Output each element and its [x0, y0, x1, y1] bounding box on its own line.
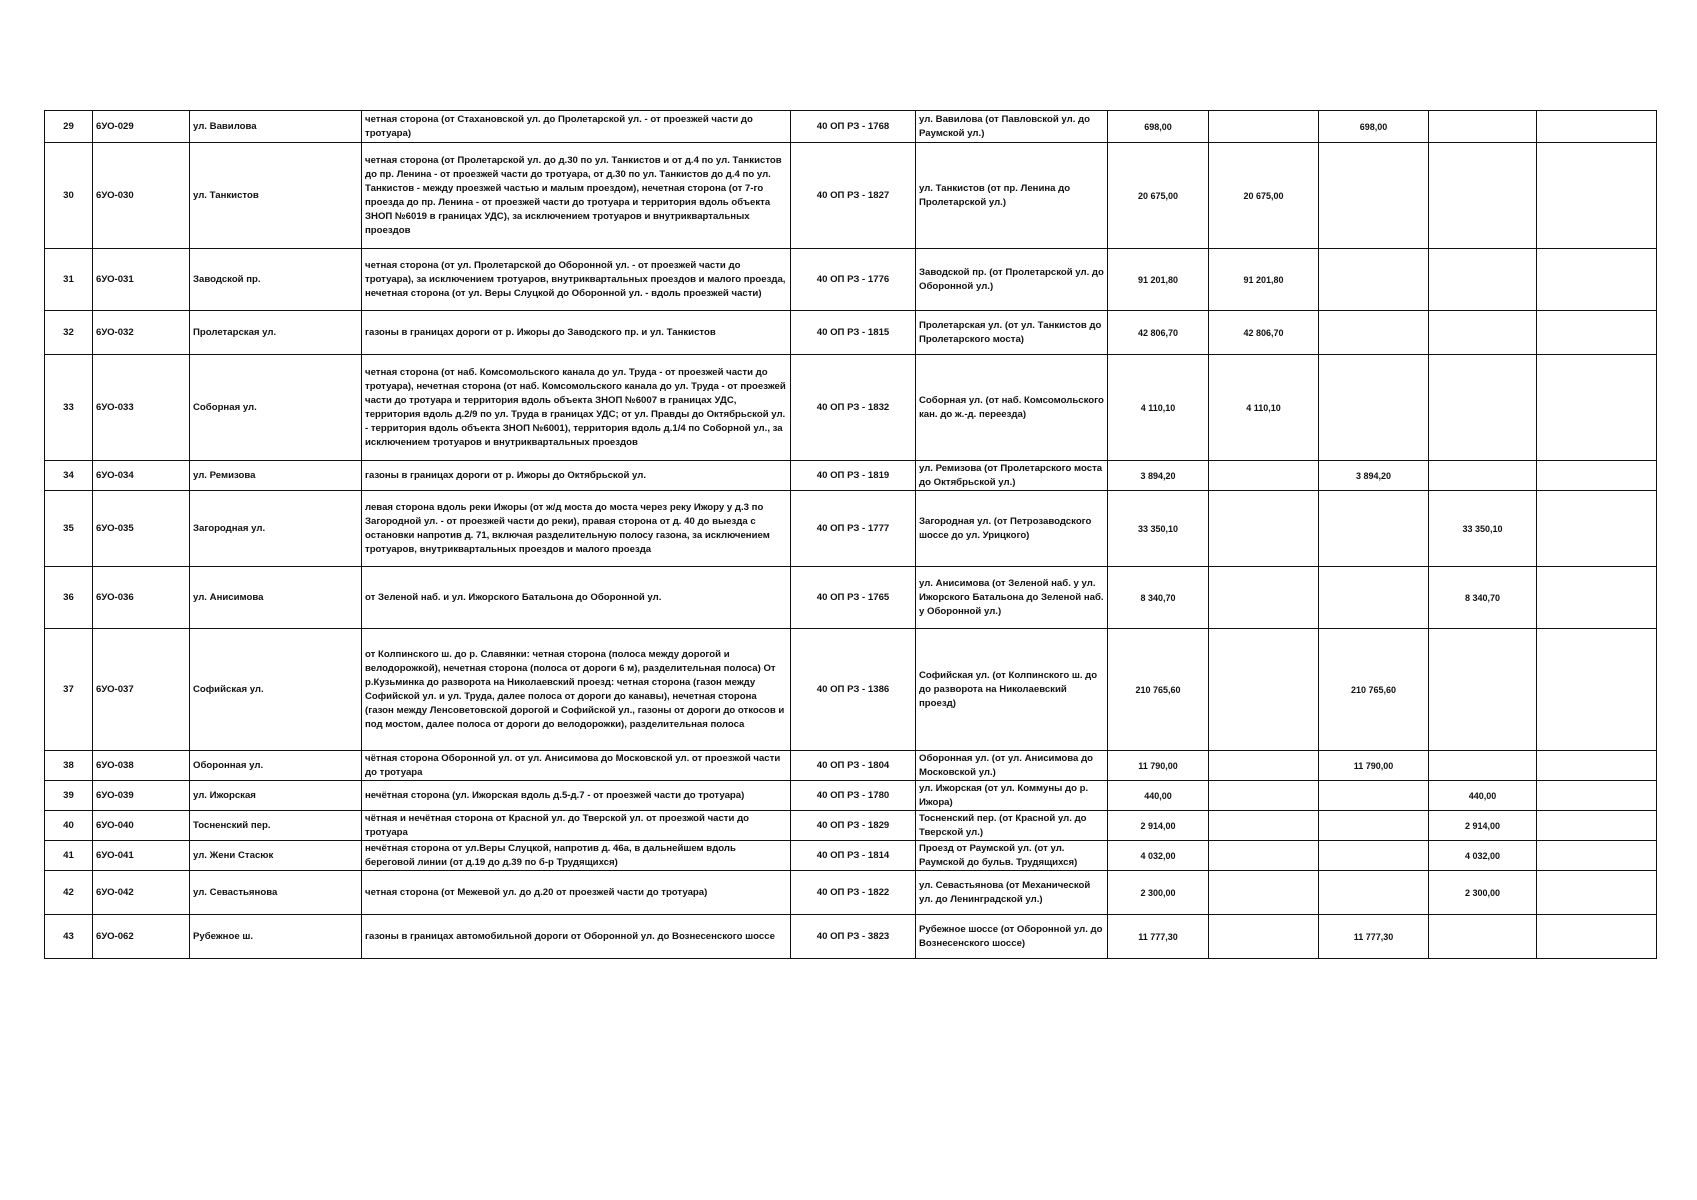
road-registry-number: 40 ОП РЗ - 1822	[791, 871, 916, 915]
area-col-2: 210 765,60	[1319, 629, 1429, 751]
area-col-3: 2 300,00	[1429, 871, 1537, 915]
table-row	[45, 111, 1657, 143]
road-registry-number: 40 ОП РЗ - 1832	[791, 355, 916, 461]
street-name: Загородная ул.	[190, 491, 362, 567]
row-number: 37	[45, 629, 93, 751]
area-col-3: 33 350,10	[1429, 491, 1537, 567]
total-area: 33 350,10	[1108, 491, 1209, 567]
area-col-4	[1537, 249, 1657, 311]
row-number: 42	[45, 871, 93, 915]
road-name: Оборонная ул. (от ул. Анисимова до Московской ул.)	[916, 751, 1108, 781]
total-area: 11 790,00	[1108, 751, 1209, 781]
area-description: четная сторона (от наб. Комсомольского канала до ул. Труда - от проезжей части до тротуара), нечетная сторона (от наб. Комсомольского канала до ул. Труда - от проезжей части до тротуара и территория вдоль объекта ЗНОП №6007 в границах УДС, территория вдоль д.2/9 по ул. Труда в границах УДС; от ул. Правды до Октябрьской ул. - территория вдоль объекта ЗНОП №6001), территория вдоль д.1/4 по Соборной ул., за исключением тротуаров и внутриквартальных проездов	[362, 355, 791, 461]
road-registry-number: 40 ОП РЗ - 1765	[791, 567, 916, 629]
table-row	[45, 461, 1657, 491]
object-code: 6УО-062	[93, 915, 190, 959]
row-number: 31	[45, 249, 93, 311]
area-col-1	[1209, 915, 1319, 959]
area-col-4	[1537, 629, 1657, 751]
road-name: ул. Анисимова (от Зеленой наб. у ул. Ижорского Батальона до Зеленой наб. у Оборонной ул.)	[916, 567, 1108, 629]
area-description: четная сторона (от Стахановской ул. до Пролетарской ул. - от проезжей части до тротуара)	[362, 111, 791, 143]
table-row	[45, 311, 1657, 355]
total-area: 210 765,60	[1108, 629, 1209, 751]
row-number: 29	[45, 111, 93, 143]
area-col-4	[1537, 811, 1657, 841]
object-code: 6УО-033	[93, 355, 190, 461]
street-name: ул. Анисимова	[190, 567, 362, 629]
area-col-4	[1537, 111, 1657, 143]
area-description: левая сторона вдоль реки Ижоры (от ж/д моста до моста через реку Ижору у д.3 по Загородной ул. - от проезжей части до реки), правая сторона от д. 40 до выезда с остановки напротив д. 71, включая разделительную полосу газона, за исключением тротуаров, внутриквартальных проездов и малого проезда	[362, 491, 791, 567]
total-area: 2 914,00	[1108, 811, 1209, 841]
row-number: 32	[45, 311, 93, 355]
area-col-1	[1209, 781, 1319, 811]
street-name: ул. Ижорская	[190, 781, 362, 811]
area-col-1: 91 201,80	[1209, 249, 1319, 311]
table-row	[45, 567, 1657, 629]
object-code: 6УО-031	[93, 249, 190, 311]
street-name: Софийская ул.	[190, 629, 362, 751]
area-col-4	[1537, 781, 1657, 811]
object-code: 6УО-029	[93, 111, 190, 143]
area-col-3: 8 340,70	[1429, 567, 1537, 629]
road-name: ул. Танкистов (от пр. Ленина до Пролетарской ул.)	[916, 143, 1108, 249]
area-col-2	[1319, 841, 1429, 871]
area-col-3	[1429, 915, 1537, 959]
area-col-1	[1209, 871, 1319, 915]
area-col-2	[1319, 871, 1429, 915]
street-name: Оборонная ул.	[190, 751, 362, 781]
area-col-4	[1537, 311, 1657, 355]
area-col-1: 42 806,70	[1209, 311, 1319, 355]
street-name: Рубежное ш.	[190, 915, 362, 959]
area-col-2	[1319, 249, 1429, 311]
road-registry-number: 40 ОП РЗ - 1776	[791, 249, 916, 311]
object-code: 6УО-032	[93, 311, 190, 355]
total-area: 4 110,10	[1108, 355, 1209, 461]
road-registry-number: 40 ОП РЗ - 1804	[791, 751, 916, 781]
area-col-1	[1209, 461, 1319, 491]
object-code: 6УО-041	[93, 841, 190, 871]
street-name: ул. Танкистов	[190, 143, 362, 249]
total-area: 2 300,00	[1108, 871, 1209, 915]
area-description: от Колпинского ш. до р. Славянки: четная сторона (полоса между дорогой и велодорожкой), нечетная сторона (полоса от дороги 6 м), разделительная полоса) От р.Кузьминка до разворота на Николаевский проезд: четная сторона (газон между Софийской ул. и ул. Труда, далее полоса от дороги до канавы), нечетная сторона (газон между Ленсоветовской дорогой и Софийской ул., газоны от дороги до откосов и под мостом, далее полоса от дороги до велодорожки), разделительная полоса	[362, 629, 791, 751]
area-col-2: 3 894,20	[1319, 461, 1429, 491]
total-area: 20 675,00	[1108, 143, 1209, 249]
area-col-3	[1429, 751, 1537, 781]
road-name: ул. Вавилова (от Павловской ул. до Раумской ул.)	[916, 111, 1108, 143]
table-row	[45, 871, 1657, 915]
total-area: 3 894,20	[1108, 461, 1209, 491]
road-name: Пролетарская ул. (от ул. Танкистов до Пролетарского моста)	[916, 311, 1108, 355]
area-col-2	[1319, 355, 1429, 461]
area-col-4	[1537, 461, 1657, 491]
area-col-1	[1209, 111, 1319, 143]
road-registry-number: 40 ОП РЗ - 1819	[791, 461, 916, 491]
area-col-2	[1319, 811, 1429, 841]
row-number: 39	[45, 781, 93, 811]
object-code: 6УО-034	[93, 461, 190, 491]
area-col-3	[1429, 311, 1537, 355]
area-description: нечётная сторона от ул.Веры Слуцкой, напротив д. 46а, в дальнейшем вдоль береговой линии (от д.19 до д.39 по б-р Трудящихся)	[362, 841, 791, 871]
row-number: 34	[45, 461, 93, 491]
area-col-3	[1429, 111, 1537, 143]
total-area: 440,00	[1108, 781, 1209, 811]
area-col-2	[1319, 311, 1429, 355]
row-number: 36	[45, 567, 93, 629]
area-col-2	[1319, 781, 1429, 811]
row-number: 33	[45, 355, 93, 461]
road-name: Рубежное шоссе (от Оборонной ул. до Вознесенского шоссе)	[916, 915, 1108, 959]
road-name: ул. Севастьянова (от Механической ул. до Ленинградской ул.)	[916, 871, 1108, 915]
road-name: ул. Ижорская (от ул. Коммуны до р. Ижора)	[916, 781, 1108, 811]
road-name: Софийская ул. (от Колпинского ш. до до разворота на Николаевский проезд)	[916, 629, 1108, 751]
object-code: 6УО-037	[93, 629, 190, 751]
object-code: 6УО-036	[93, 567, 190, 629]
area-col-2: 11 790,00	[1319, 751, 1429, 781]
area-description: чётная сторона Оборонной ул. от ул. Анисимова до Московской ул. от проезжой части до тротуара	[362, 751, 791, 781]
row-number: 41	[45, 841, 93, 871]
area-col-2: 11 777,30	[1319, 915, 1429, 959]
area-col-1: 20 675,00	[1209, 143, 1319, 249]
street-name: ул. Жени Стасюк	[190, 841, 362, 871]
object-code: 6УО-038	[93, 751, 190, 781]
data-table	[44, 110, 1657, 959]
street-name: ул. Вавилова	[190, 111, 362, 143]
area-col-4	[1537, 355, 1657, 461]
area-col-3: 440,00	[1429, 781, 1537, 811]
object-code: 6УО-042	[93, 871, 190, 915]
street-name: ул. Ремизова	[190, 461, 362, 491]
area-col-2: 698,00	[1319, 111, 1429, 143]
area-col-4	[1537, 915, 1657, 959]
road-name: ул. Ремизова (от Пролетарского моста до Октябрьской ул.)	[916, 461, 1108, 491]
row-number: 35	[45, 491, 93, 567]
area-col-3: 4 032,00	[1429, 841, 1537, 871]
street-name: Тосненский пер.	[190, 811, 362, 841]
area-description: нечётная сторона (ул. Ижорская вдоль д.5-д.7 - от проезжей части до тротуара)	[362, 781, 791, 811]
area-col-2	[1319, 567, 1429, 629]
table-row	[45, 491, 1657, 567]
table-row	[45, 781, 1657, 811]
road-name: Загородная ул. (от Петрозаводского шоссе до ул. Урицкого)	[916, 491, 1108, 567]
road-registry-number: 40 ОП РЗ - 3823	[791, 915, 916, 959]
road-registry-number: 40 ОП РЗ - 1827	[791, 143, 916, 249]
object-code: 6УО-040	[93, 811, 190, 841]
table-row	[45, 355, 1657, 461]
area-col-1	[1209, 751, 1319, 781]
total-area: 11 777,30	[1108, 915, 1209, 959]
area-col-3	[1429, 143, 1537, 249]
area-col-3	[1429, 461, 1537, 491]
street-name: Пролетарская ул.	[190, 311, 362, 355]
road-name: Проезд от Раумской ул. (от ул. Раумской до бульв. Трудящихся)	[916, 841, 1108, 871]
area-col-4	[1537, 491, 1657, 567]
total-area: 91 201,80	[1108, 249, 1209, 311]
total-area: 4 032,00	[1108, 841, 1209, 871]
table-row	[45, 811, 1657, 841]
table-row	[45, 629, 1657, 751]
table-row	[45, 249, 1657, 311]
total-area: 698,00	[1108, 111, 1209, 143]
table-body	[45, 111, 1657, 959]
total-area: 42 806,70	[1108, 311, 1209, 355]
area-col-1: 4 110,10	[1209, 355, 1319, 461]
area-col-3: 2 914,00	[1429, 811, 1537, 841]
road-name: Заводской пр. (от Пролетарской ул. до Оборонной ул.)	[916, 249, 1108, 311]
total-area: 8 340,70	[1108, 567, 1209, 629]
street-name: Заводской пр.	[190, 249, 362, 311]
road-name: Соборная ул. (от наб. Комсомольского кан. до ж.-д. переезда)	[916, 355, 1108, 461]
area-col-3	[1429, 249, 1537, 311]
road-registry-number: 40 ОП РЗ - 1780	[791, 781, 916, 811]
road-registry-number: 40 ОП РЗ - 1829	[791, 811, 916, 841]
area-col-4	[1537, 871, 1657, 915]
road-registry-number: 40 ОП РЗ - 1777	[791, 491, 916, 567]
road-registry-number: 40 ОП РЗ - 1814	[791, 841, 916, 871]
area-col-3	[1429, 629, 1537, 751]
row-number: 30	[45, 143, 93, 249]
row-number: 38	[45, 751, 93, 781]
area-description: газоны в границах дороги от р. Ижоры до Заводского пр. и ул. Танкистов	[362, 311, 791, 355]
road-name: Тосненский пер. (от Красной ул. до Тверской ул.)	[916, 811, 1108, 841]
area-description: чётная и нечётная сторона от Красной ул. до Тверской ул. от проезжой части до тротуара	[362, 811, 791, 841]
area-col-2	[1319, 491, 1429, 567]
area-col-1	[1209, 811, 1319, 841]
area-col-1	[1209, 491, 1319, 567]
area-description: от Зеленой наб. и ул. Ижорского Батальона до Оборонной ул.	[362, 567, 791, 629]
road-registry-number: 40 ОП РЗ - 1386	[791, 629, 916, 751]
object-code: 6УО-035	[93, 491, 190, 567]
street-name: ул. Севастьянова	[190, 871, 362, 915]
object-code: 6УО-030	[93, 143, 190, 249]
object-code: 6УО-039	[93, 781, 190, 811]
area-col-2	[1319, 143, 1429, 249]
area-description: четная сторона (от Межевой ул. до д.20 от проезжей части до тротуара)	[362, 871, 791, 915]
area-description: газоны в границах дороги от р. Ижоры до Октябрьской ул.	[362, 461, 791, 491]
area-col-1	[1209, 841, 1319, 871]
table-row	[45, 143, 1657, 249]
road-registry-number: 40 ОП РЗ - 1768	[791, 111, 916, 143]
area-description: четная сторона (от ул. Пролетарской до Оборонной ул. - от проезжей части до тротуара), за исключением тротуаров, внутриквартальных проездов и малого проезда, нечетная сторона (от ул. Веры Слуцкой до Оборонной ул. - вдоль проезжей части)	[362, 249, 791, 311]
area-col-1	[1209, 629, 1319, 751]
area-col-3	[1429, 355, 1537, 461]
table-row	[45, 751, 1657, 781]
area-col-4	[1537, 751, 1657, 781]
area-col-4	[1537, 567, 1657, 629]
area-col-4	[1537, 841, 1657, 871]
row-number: 40	[45, 811, 93, 841]
area-col-4	[1537, 143, 1657, 249]
table-row	[45, 841, 1657, 871]
row-number: 43	[45, 915, 93, 959]
table-row	[45, 915, 1657, 959]
area-description: газоны в границах автомобильной дороги от Оборонной ул. до Вознесенского шоссе	[362, 915, 791, 959]
road-registry-number: 40 ОП РЗ - 1815	[791, 311, 916, 355]
street-name: Соборная ул.	[190, 355, 362, 461]
area-col-1	[1209, 567, 1319, 629]
area-description: четная сторона (от Пролетарской ул. до д.30 по ул. Танкистов и от д.4 по ул. Танкистов до пр. Ленина - от проезжей части до тротуара, от д.30 по ул. Танкистов до д.4 по ул. Танкистов - между проезжей частью и малым проездом), нечетная сторона (от 7-го проезда до пр. Ленина - от проезжей части до тротуара и территория вдоль объекта ЗНОП №6019 в границах УДС), за исключением тротуаров и внутриквартальных проездов	[362, 143, 791, 249]
